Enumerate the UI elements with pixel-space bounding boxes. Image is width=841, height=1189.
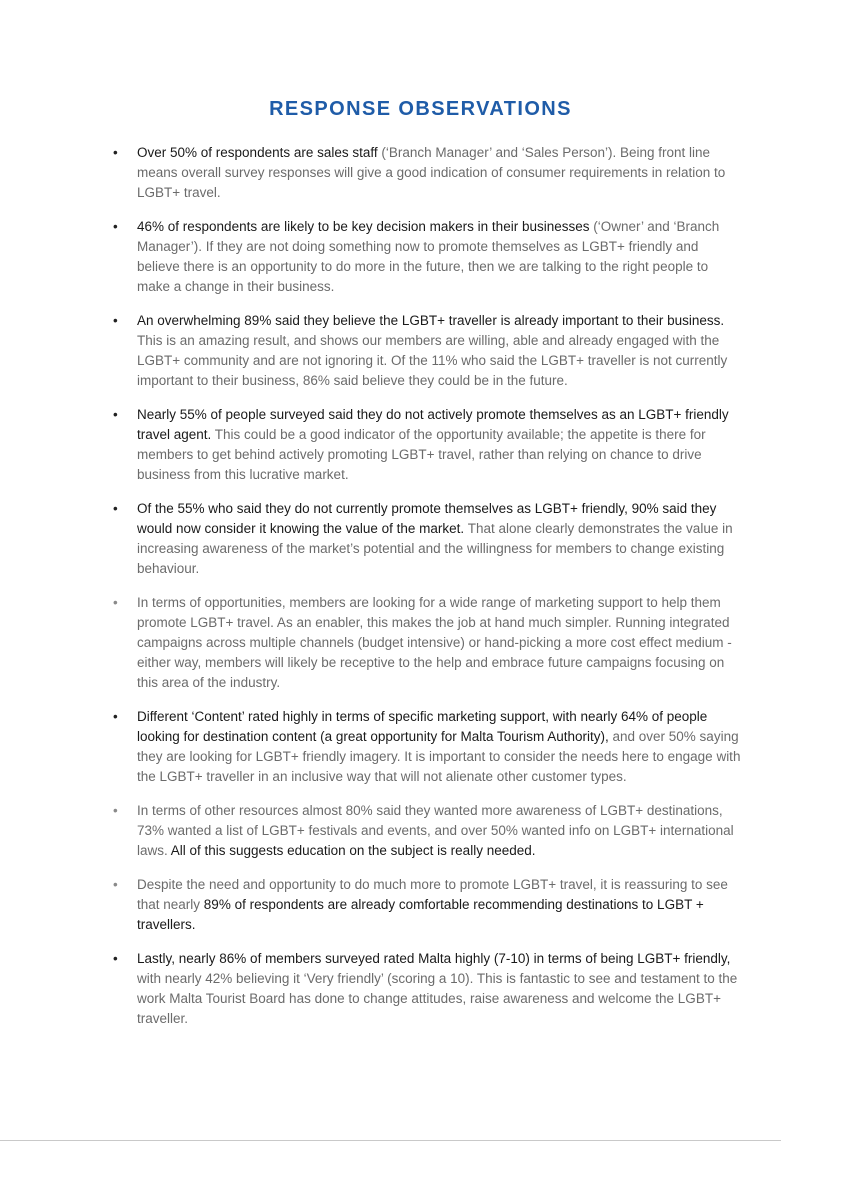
item-text: and over 50% saying they are looking for LGBT+ friendly imagery. It is important to consider the needs here to engage with the LGBT+ traveller in an inclusive way that will not alienate other customer types. xyxy=(137,729,741,784)
bullet-icon: • xyxy=(113,407,118,422)
observations-list xyxy=(112,143,742,1043)
item-bold-text: 46% of respondents are likely to be key decision makers in their businesses xyxy=(137,219,590,234)
bullet-icon: • xyxy=(113,219,118,234)
item-bold-text: Over 50% of respondents are sales staff xyxy=(137,145,378,160)
item-bold-text: Of the 55% who said they do not currently promote themselves as LGBT+ friendly, 90% said they would now consider it knowing the value of the market. xyxy=(137,501,717,536)
list-item-2 xyxy=(112,217,742,297)
item-text: with nearly 42% believing it ‘Very friendly’ (scoring a 10). This is fantastic to see and testament to the work Malta Tourist Board has done to change attitudes, raise awareness and welcome the LGBT+ traveller. xyxy=(137,971,738,1026)
list-item-3 xyxy=(112,311,742,391)
item-bold-text: Lastly, nearly 86% of members surveyed rated Malta highly (7-10) in terms of being LGBT+ friendly, xyxy=(137,951,731,966)
bullet-icon: • xyxy=(113,313,118,328)
item-text: This could be a good indicator of the opportunity available; the appetite is there for members to get behind actively promoting LGBT+ travel, rather than relying on chance to drive business from this lucrative market. xyxy=(137,427,706,482)
list-item-1 xyxy=(112,143,742,203)
item-bold-text: All of this suggests education on the subject is really needed. xyxy=(170,843,536,858)
bullet-icon: • xyxy=(113,595,118,610)
item-text: That alone clearly demonstrates the value in increasing awareness of the market’s potential and the willingness for members to change existing behaviour. xyxy=(137,521,733,576)
bullet-icon: • xyxy=(113,877,118,892)
list-item-7 xyxy=(112,707,742,787)
item-text: This is an amazing result, and shows our members are willing, able and already engaged with the LGBT+ community and are not ignoring it. Of the 11% who said the LGBT+ traveller is not currently important to their business, 86% said believe they could be in the future. xyxy=(137,333,728,388)
list-item-8 xyxy=(112,801,742,861)
item-bold-text: 89% of respondents are already comfortable recommending destinations to LGBT + travellers. xyxy=(137,897,704,932)
list-item-4 xyxy=(112,405,742,485)
bullet-icon: • xyxy=(113,951,118,966)
list-item-5 xyxy=(112,499,742,579)
page-title: RESPONSE OBSERVATIONS xyxy=(269,98,572,120)
list-item-9 xyxy=(112,875,742,935)
item-bold-text: Different ‘Content’ rated highly in terms of specific marketing support, with nearly 64% of people looking for destination content (a great opportunity for Malta Tourism Authority), xyxy=(137,709,708,744)
item-text: Despite the need and opportunity to do much more to promote LGBT+ travel, it is reassuring to see that nearly xyxy=(137,877,728,912)
footer-divider xyxy=(0,1140,781,1141)
item-text: In terms of opportunities, members are looking for a wide range of marketing support to help them promote LGBT+ travel. As an enabler, this makes the job at hand much simpler. Running integrated campaigns across multiple channels (budget intensive) or hand-picking a more cost effect medium - either way, members will likely be receptive to the help and embrace future campaigns focusing on this area of the industry. xyxy=(137,595,732,690)
list-item-10 xyxy=(112,949,742,1029)
item-text: (‘Owner’ and ‘Branch Manager’). If they are not doing something now to promote themselves as LGBT+ friendly and believe there is an opportunity to do more in the future, then we are talking to the right people to make a change in their business. xyxy=(137,219,720,294)
item-text: (‘Branch Manager’ and ‘Sales Person’). Being front line means overall survey responses will give a good indication of consumer requirements in relation to LGBT+ travel. xyxy=(137,145,726,200)
bullet-icon: • xyxy=(113,803,118,818)
list-item-6 xyxy=(112,593,742,693)
bullet-icon: • xyxy=(113,145,118,160)
item-bold-text: An overwhelming 89% said they believe the LGBT+ traveller is already important to their business. xyxy=(137,313,725,328)
item-text: In terms of other resources almost 80% said they wanted more awareness of LGBT+ destinations, 73% wanted a list of LGBT+ festivals and events, and over 50% wanted info on LGBT+ international laws. xyxy=(137,803,734,858)
item-bold-text: Nearly 55% of people surveyed said they do not actively promote themselves as an LGBT+ friendly travel agent. xyxy=(137,407,729,442)
bullet-icon: • xyxy=(113,501,118,516)
bullet-icon: • xyxy=(113,709,118,724)
